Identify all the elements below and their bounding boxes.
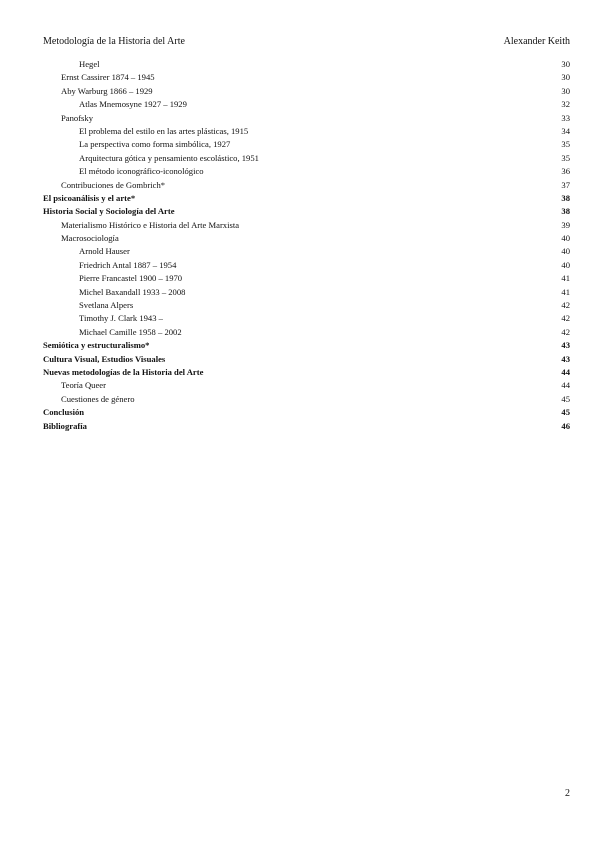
toc-entry[interactable] [43,232,570,245]
toc-entry-title: Cultura Visual, Estudios Visuales [43,353,166,364]
toc-entry[interactable] [43,299,570,312]
toc-entry-page: 34 [561,125,570,136]
toc-entry-title: Teoría Queer [61,380,106,391]
toc-entry[interactable] [43,245,570,258]
toc-entry-title: Arquitectura gótica y pensamiento escolástico, 1951 [79,152,259,163]
toc-entry-title: Michael Camille 1958 – 2002 [79,326,182,337]
toc-entry-page: 40 [561,233,570,244]
toc-entry-page: 40 [561,246,570,257]
toc-entry[interactable] [43,259,570,272]
toc-entry-title: Conclusión [43,407,85,418]
toc-entry-page: 43 [561,340,570,351]
toc-entry[interactable] [43,85,570,98]
toc-entry-title: Nuevas metodologías de la Historia del Arte [43,366,204,377]
toc-entry-title: Contribuciones de Gombrich* [61,179,166,190]
toc-entry-page: 35 [561,139,570,150]
toc-entry-title: El psicoanálisis y el arte* [43,192,136,203]
toc-entry-title: Semiótica y estructuralismo* [43,340,150,351]
toc-entry-title: Cuestiones de género [61,393,135,404]
toc-entry-page: 37 [561,179,570,190]
toc-entry-title: Timothy J. Clark 1943 – [79,313,163,324]
toc-entry[interactable] [43,420,570,433]
document-title: Metodología de la Historia del Arte [43,36,185,47]
toc-entry[interactable] [43,138,570,151]
toc-entry-title: Hegel [79,59,100,69]
toc-entry-page: 32 [561,99,570,110]
table-of-contents [43,58,570,433]
toc-entry-page: 33 [561,112,570,123]
toc-entry-title: Pierre Francastel 1900 – 1970 [79,273,183,284]
toc-entry[interactable] [43,112,570,125]
toc-entry-page: 44 [561,366,570,377]
toc-entry-title: El problema del estilo en las artes plásticas, 1915 [79,125,249,136]
toc-entry-page: 43 [561,353,570,364]
toc-entry[interactable] [43,192,570,205]
toc-entry-page: 38 [561,192,570,203]
toc-entry-page: 45 [561,393,570,404]
page-number: 2 [565,788,570,799]
toc-entry[interactable] [43,98,570,111]
toc-entry-page: 38 [561,206,570,217]
toc-entry-title: La perspectiva como forma simbólica, 1927 [79,139,231,150]
toc-entry[interactable] [43,312,570,325]
toc-entry[interactable] [43,71,570,84]
toc-entry-title: Michel Baxandall 1933 – 2008 [79,286,186,297]
toc-entry[interactable] [43,286,570,299]
page-header [43,36,570,50]
toc-entry[interactable] [43,125,570,138]
toc-entry-title: El método iconográfico-iconológico [79,166,204,177]
toc-entry-page: 46 [561,420,570,431]
toc-entry-title: Atlas Mnemosyne 1927 – 1929 [79,99,187,110]
toc-entry-title: Panofsky [61,112,93,123]
toc-entry-page: 30 [561,85,570,96]
toc-entry-page: 41 [561,286,570,297]
toc-entry-title: Friedrich Antal 1887 – 1954 [79,259,177,270]
toc-entry-page: 42 [561,326,570,337]
toc-entry[interactable] [43,165,570,178]
toc-entry[interactable] [43,58,570,71]
toc-entry[interactable] [43,326,570,339]
toc-entry-page: 44 [561,380,570,391]
toc-entry[interactable] [43,205,570,218]
toc-entry-page: 42 [561,313,570,324]
toc-entry-title: Macrosociología [61,233,119,244]
toc-entry[interactable] [43,219,570,232]
author-name: Alexander Keith [503,36,570,47]
toc-entry-page: 30 [561,72,570,83]
toc-entry-page: 41 [561,273,570,284]
toc-entry[interactable] [43,393,570,406]
toc-entry[interactable] [43,179,570,192]
toc-entry-title: Aby Warburg 1866 – 1929 [61,85,153,96]
toc-entry-page: 40 [561,259,570,270]
toc-entry-page: 39 [561,219,570,230]
toc-entry[interactable] [43,152,570,165]
toc-entry-title: Ernst Cassirer 1874 – 1945 [61,72,155,83]
toc-entry[interactable] [43,406,570,419]
toc-entry-page: 45 [561,407,570,418]
toc-entry[interactable] [43,379,570,392]
toc-entry-title: Historia Social y Sociología del Arte [43,206,175,217]
toc-entry[interactable] [43,366,570,379]
toc-entry-page: 30 [561,59,570,69]
toc-entry-title: Bibliografía [43,420,87,431]
toc-entry[interactable] [43,272,570,285]
toc-entry[interactable] [43,353,570,366]
toc-entry-title: Svetlana Alpers [79,300,134,311]
toc-entry-page: 42 [561,300,570,311]
toc-entry-title: Arnold Hauser [79,246,130,257]
toc-entry-page: 36 [561,166,570,177]
toc-entry-title: Materialismo Histórico e Historia del Arte Marxista [61,219,240,230]
toc-entry[interactable] [43,339,570,352]
toc-entry-page: 35 [561,152,570,163]
